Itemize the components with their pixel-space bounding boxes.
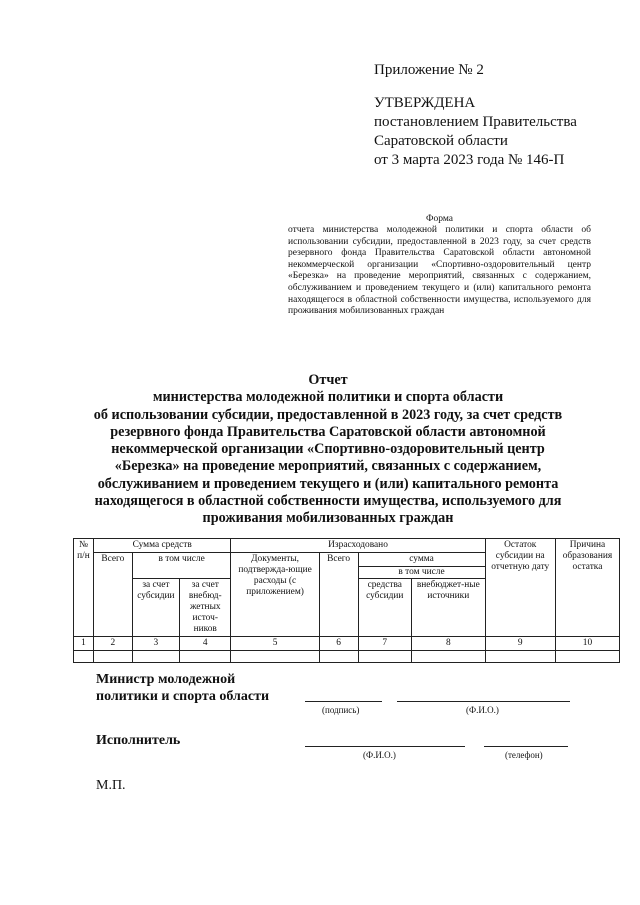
approved-by-line-1: постановлением Правительства (374, 114, 577, 130)
fio-line (397, 701, 570, 702)
stamp-label: М.П. (96, 778, 126, 793)
report-title-line: резервного фонда Правительства Саратовской области автономной (110, 423, 546, 440)
signature-line (305, 701, 382, 702)
fio-caption: (Ф.И.О.) (466, 705, 499, 715)
header-cell-spent-sum (358, 553, 485, 579)
approval-block (374, 94, 577, 170)
table-cell (74, 651, 94, 663)
executor-fio-caption: (Ф.И.О.) (363, 750, 396, 760)
table-cell (412, 651, 486, 663)
column-number: 3 (132, 637, 179, 651)
table-row (74, 651, 620, 663)
report-title-line: находящегося в областной собственности имущества, используемого для (94, 493, 562, 510)
report-title-line: проживания мобилизованных граждан (202, 510, 454, 527)
header-cell-amount-extra: за счет внебюд-жетных источ-ников (180, 579, 231, 637)
column-number-row (74, 637, 620, 651)
header-cell-spent-incl: в том числе (359, 566, 485, 578)
header-cell-spent: Израсходовано (231, 539, 485, 553)
header-cell-reason: Причина образования остатка (555, 539, 619, 637)
report-title-line: некоммерческой организации «Спортивно-оздоровительный центр (111, 441, 545, 458)
phone-line (484, 746, 568, 747)
table-cell (132, 651, 179, 663)
column-number: 5 (231, 637, 319, 651)
report-table-container (73, 538, 620, 663)
column-number: 6 (319, 637, 358, 651)
header-cell-docs: Документы, подтвержда-ющие расходы (с приложением) (231, 553, 319, 637)
form-label: Форма (425, 214, 454, 224)
appendix-label: Приложение № 2 (374, 62, 484, 78)
column-number: 4 (180, 637, 231, 651)
form-description: отчета министерства молодежной политики и спорта области об использовании субсидии, предоставленной в 2023 году, за счет средств резервного фонда Правительства Саратовской области автономной некоммерческой организации «Спортивно-оздоровительный центр «Березка» на проведение мероприятий, связанных с содержанием, обслуживанием и проведением текущего и (или) капитального ремонта находящегося в областной собственности имущества, используемого для проживания мобилизованных граждан (288, 225, 591, 317)
table-cell (485, 651, 555, 663)
column-number: 9 (485, 637, 555, 651)
header-cell-num: № п/н (74, 539, 94, 637)
approved-by-line-2: Саратовской области (374, 133, 508, 149)
executor-label: Исполнитель (96, 733, 181, 748)
minister-label-line-1: Министр молодежной (96, 672, 236, 687)
table-cell (180, 651, 231, 663)
header-cell-spent-sum-label: сумма (409, 554, 434, 564)
phone-caption: (телефон) (505, 750, 543, 760)
header-cell-spent-total: Всего (319, 553, 358, 637)
report-title (88, 372, 568, 528)
approved-date: от 3 марта 2023 года № 146-П (374, 152, 565, 168)
report-title-line: «Березка» на проведение мероприятий, связанных с содержанием, (114, 458, 542, 475)
table-cell (358, 651, 412, 663)
header-cell-amount: Сумма средств (93, 539, 231, 553)
table-cell (93, 651, 132, 663)
table-cell (231, 651, 319, 663)
signature-caption: (подпись) (322, 705, 360, 715)
report-title-line: обслуживанием и проведением текущего и (или) капитального ремонта (97, 475, 559, 492)
table-cell (319, 651, 358, 663)
column-number: 1 (74, 637, 94, 651)
column-number: 2 (93, 637, 132, 651)
report-title-line: Отчет (308, 372, 348, 388)
minister-label (96, 671, 269, 705)
executor-fio-line (305, 746, 465, 747)
header-cell-amount-subsidy: за счет субсидии (132, 579, 179, 637)
approved-heading: УТВЕРЖДЕНА (374, 95, 476, 111)
report-title-line: об использовании субсидии, предоставленной в 2023 году, за счет средств (93, 406, 563, 423)
column-number: 10 (555, 637, 619, 651)
header-cell-spent-extra: внебюджет-ные источники (412, 579, 486, 637)
header-cell-amount-total: Всего (93, 553, 132, 637)
minister-label-line-2: политики и спорта области (96, 689, 270, 704)
header-cell-remainder: Остаток субсидии на отчетную дату (485, 539, 555, 637)
report-table (73, 538, 620, 663)
column-number: 8 (412, 637, 486, 651)
header-cell-amount-incl: в том числе (132, 553, 231, 579)
column-number: 7 (358, 637, 412, 651)
header-cell-spent-subsidy: средства субсидии (358, 579, 412, 637)
table-cell (555, 651, 619, 663)
report-title-line: министерства молодежной политики и спорта области (152, 389, 504, 406)
